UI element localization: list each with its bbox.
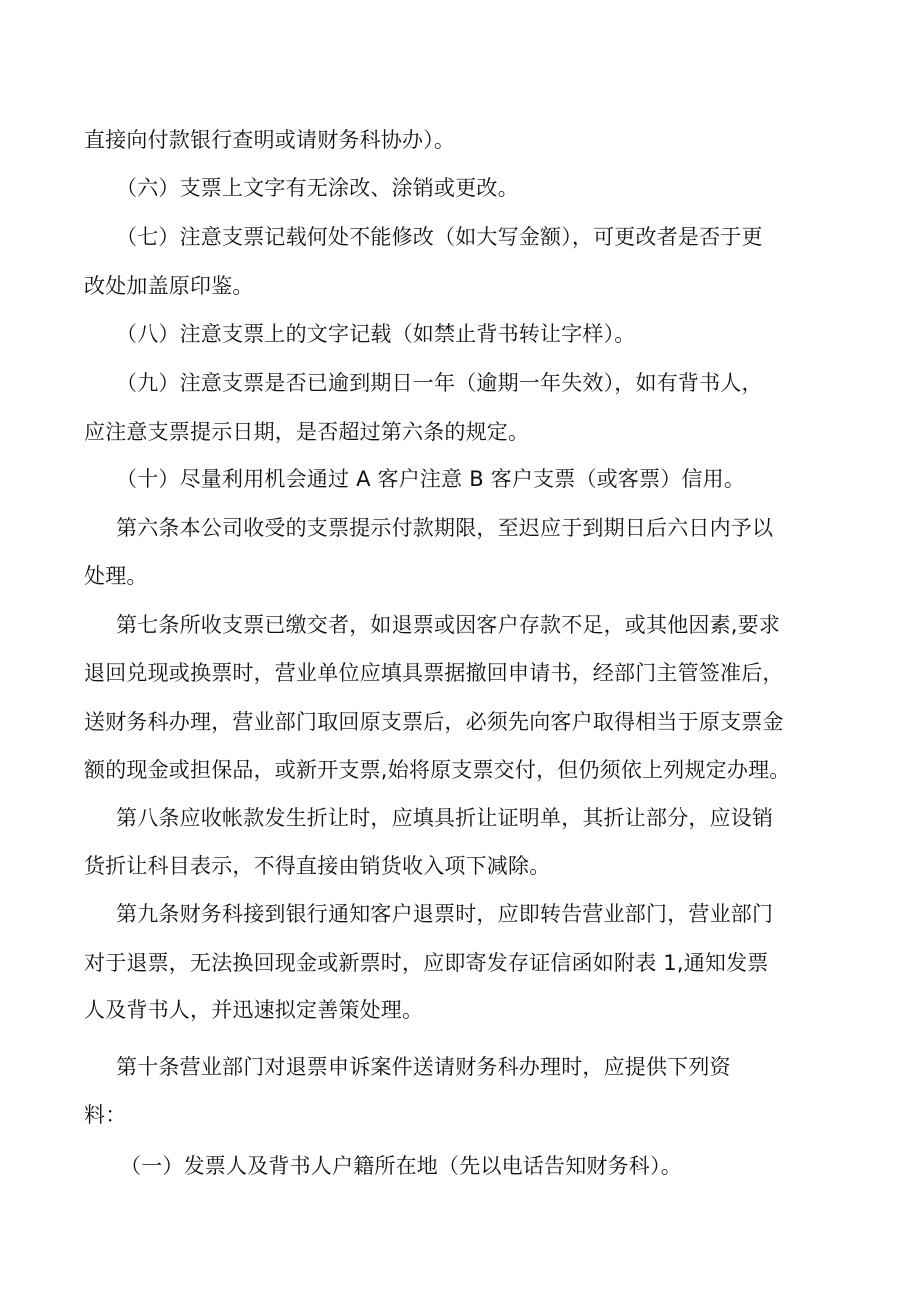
text-line-8: （十）尽量利用机会通过 A 客户注意 B 客户支票（或客票）信用。 <box>116 467 746 491</box>
text-line-20: 第十条营业部门对退票申诉案件送请财务科办理时，应提供下列资 <box>116 1055 731 1079</box>
text-line-5: （八）注意支票上的文字记载（如禁止背书转让字样）。 <box>116 322 636 346</box>
text-line-9: 第六条本公司收受的支票提示付款期限，至迟应于到期日后六日内予以 <box>116 516 774 540</box>
text-line-18: 对于退票，无法换回现金或新票时，应即寄发存证信函如附表 1,通知发票 <box>84 951 769 975</box>
text-line-12: 退回兑现或换票时，营业单位应填具票据撤回申请书，经部门主管签准后， <box>84 661 784 685</box>
text-line-2: （六）支票上文字有无涂改、涂销或更改。 <box>116 176 519 200</box>
text-line-1: 直接向付款银行查明或请财务科协办）。 <box>84 128 456 152</box>
text-line-6: （九）注意支票是否已逾到期日一年（逾期一年失效），如有背书人， <box>116 371 763 395</box>
text-line-3: （七）注意支票记载何处不能修改（如大写金额），可更改者是否于更 <box>116 225 763 249</box>
text-line-16: 货折让科目表示，不得直接由销货收入项下减除。 <box>84 854 551 878</box>
text-line-22: （一）发票人及背书人户籍所在地（先以电话告知财务科）。 <box>120 1154 682 1178</box>
text-line-14: 额的现金或担保品，或新开支票,始将原支票交付，但仍须依上列规定办理。 <box>84 758 791 782</box>
text-line-13: 送财务科办理，营业部门取回原支票后，必须先向客户取得相当于原支票金 <box>84 710 784 734</box>
text-line-4: 改处加盖原印鉴。 <box>84 274 254 298</box>
text-line-7: 应注意支票提示日期，是否超过第六条的规定。 <box>84 420 530 444</box>
text-line-19: 人及背书人，并迅速拟定善策处理。 <box>84 998 424 1022</box>
text-line-11: 第七条所收支票已缴交者，如退票或因客户存款不足，或其他因素,要求 <box>116 613 781 637</box>
text-line-21: 料： <box>84 1103 127 1127</box>
text-line-15: 第八条应收帐款发生折让时，应填具折让证明单，其折让部分，应设销 <box>116 806 774 830</box>
text-line-10: 处理。 <box>84 564 148 588</box>
text-line-17: 第九条财务科接到银行通知客户退票时，应即转告营业部门，营业部门 <box>116 902 774 926</box>
